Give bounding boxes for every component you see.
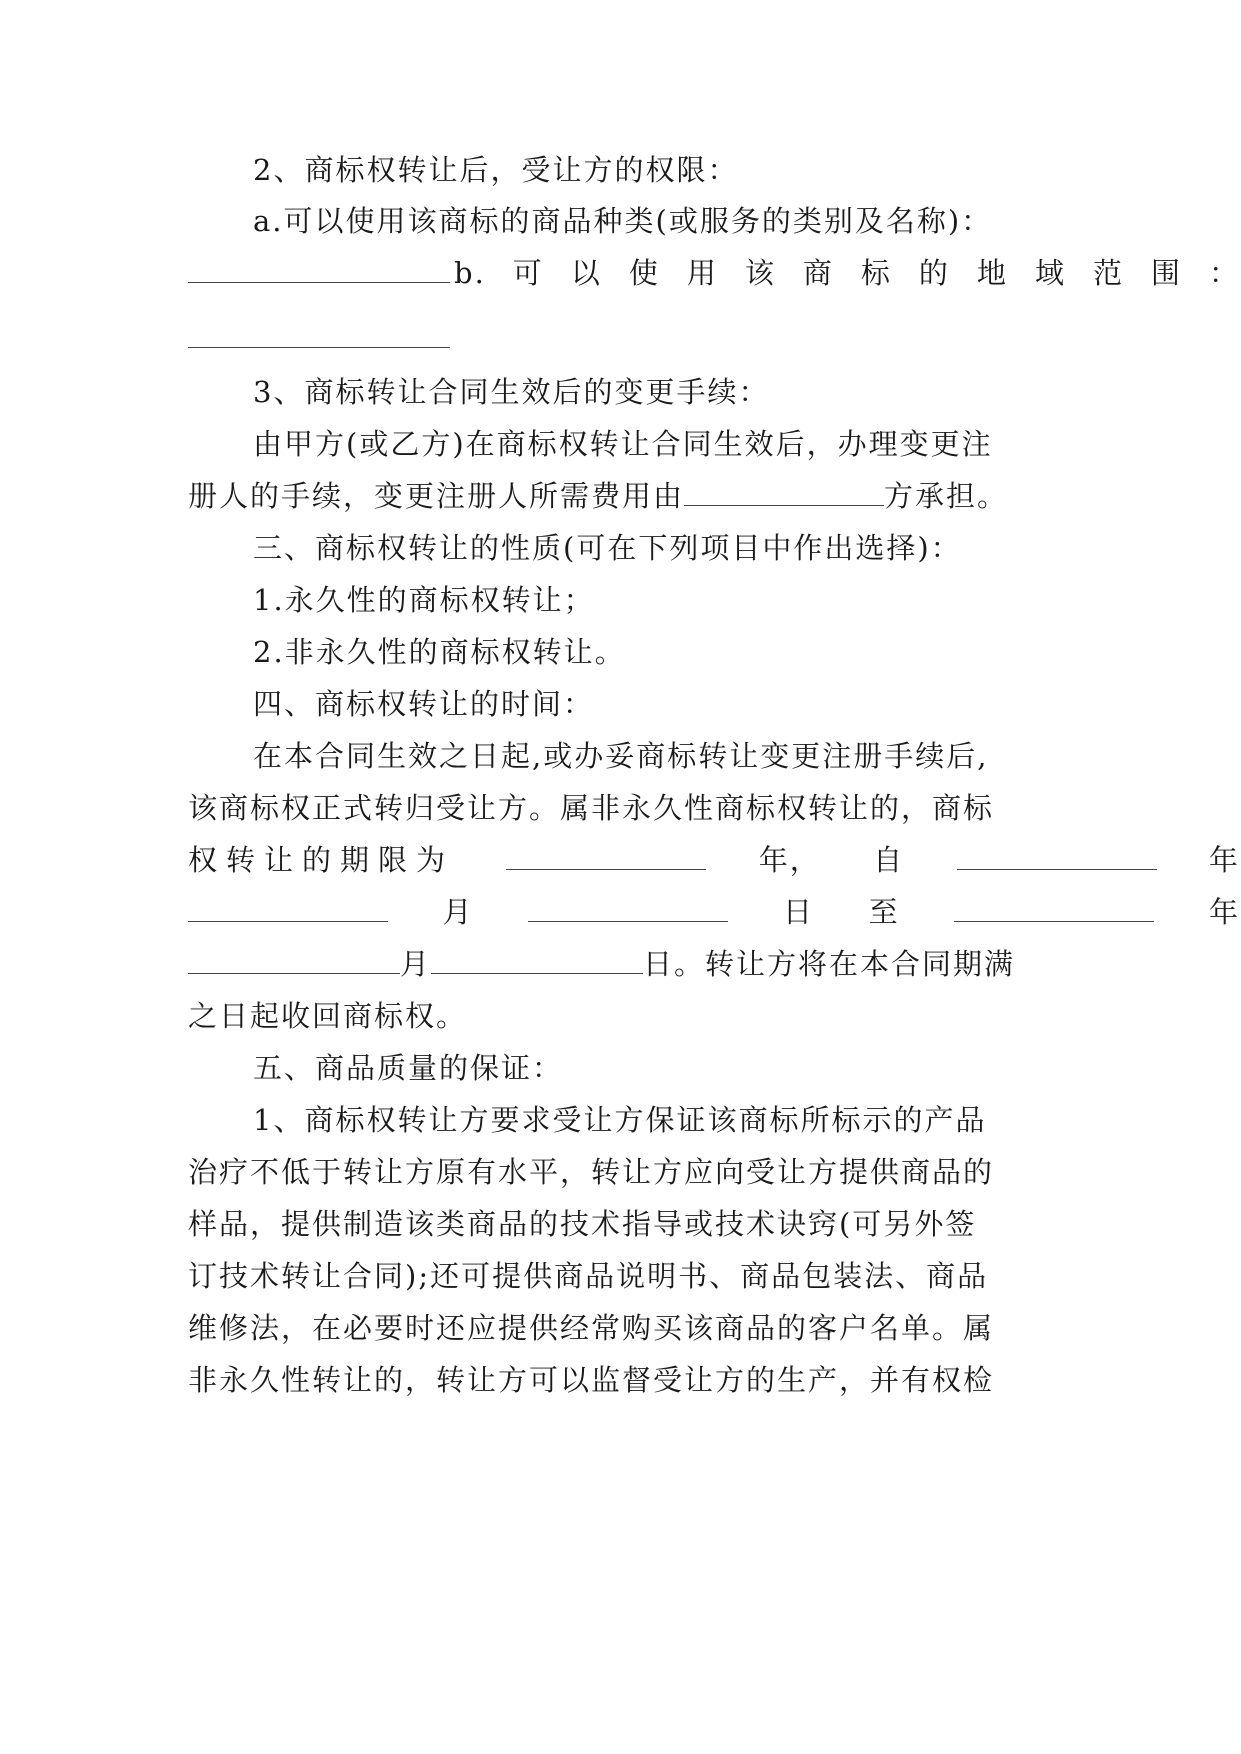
term-to: 至 bbox=[868, 895, 900, 929]
territory-char: 地 bbox=[976, 256, 1008, 290]
paragraph-change-procedure: 3、商标转让合同生效后的变更手续： bbox=[253, 375, 770, 409]
term-day: 日 bbox=[782, 895, 814, 929]
heading-quality: 五、商品质量的保证： bbox=[253, 1051, 564, 1085]
term-text: 权转让的期限为 bbox=[188, 843, 455, 877]
paragraph-fee bbox=[188, 476, 1008, 516]
territory-char: 该 bbox=[744, 256, 776, 290]
paragraph-quality-3: 样品，提供制造该类商品的技术指导或技术诀窍(可另外签 bbox=[188, 1207, 977, 1241]
heading-time: 四、商标权转让的时间： bbox=[253, 687, 595, 721]
paragraph-time-2: 该商标权正式转归受让方。属非永久性商标权转让的，商标 bbox=[188, 791, 995, 825]
blank-field[interactable] bbox=[188, 947, 400, 974]
blank-field[interactable] bbox=[684, 479, 884, 506]
blank-field[interactable] bbox=[954, 895, 1154, 922]
paragraph-quality-6: 非永久性转让的，转让方可以监督受让方的生产，并有权检 bbox=[188, 1363, 995, 1397]
term-month: 月 bbox=[442, 895, 474, 929]
fee-text-end: 方承担。 bbox=[884, 479, 1009, 513]
blank-field[interactable] bbox=[188, 256, 450, 283]
heading-nature: 三、商标权转让的性质(可在下列项目中作出选择)： bbox=[253, 531, 962, 565]
territory-char: 以 bbox=[570, 256, 602, 290]
territory-char: ： bbox=[1208, 256, 1240, 290]
paragraph-term-2 bbox=[188, 892, 1240, 932]
territory-char: 围 bbox=[1150, 256, 1182, 290]
paragraph-territory bbox=[188, 253, 1240, 293]
blank-field[interactable] bbox=[506, 843, 706, 870]
territory-char: 可 bbox=[512, 256, 544, 290]
paragraph-rights-heading: 2、商标权转让后，受让方的权限： bbox=[253, 153, 739, 187]
paragraph-term-4: 之日起收回商标权。 bbox=[188, 999, 468, 1033]
paragraph-term-1 bbox=[188, 840, 1240, 880]
blank-line-territory[interactable] bbox=[188, 318, 450, 358]
territory-char: 商 bbox=[802, 256, 834, 290]
fee-text: 册人的手续，变更注册人所需费用由 bbox=[188, 479, 685, 513]
paragraph-quality-2: 治疗不低于转让方原有水平，转让方应向受让方提供商品的 bbox=[188, 1155, 995, 1189]
territory-label bbox=[454, 253, 1240, 293]
option-non-permanent: 2.非永久性的商标权转让。 bbox=[253, 635, 626, 669]
blank-field[interactable] bbox=[957, 843, 1157, 870]
paragraph-quality-4: 订技术转让合同);还可提供商品说明书、商品包装法、商品 bbox=[188, 1259, 989, 1293]
paragraph-time-1: 在本合同生效之日起,或办妥商标转让变更注册手续后, bbox=[253, 739, 989, 773]
paragraph-goods-category: a.可以使用该商标的商品种类(或服务的类别及名称)： bbox=[253, 204, 993, 238]
territory-char: 范 bbox=[1092, 256, 1124, 290]
blank-field[interactable] bbox=[431, 947, 643, 974]
territory-char: b. bbox=[454, 256, 486, 290]
paragraph-change-body: 由甲方(或乙方)在商标权转让合同生效后，办理变更注 bbox=[253, 427, 993, 461]
blank-field[interactable] bbox=[528, 895, 728, 922]
territory-char: 的 bbox=[918, 256, 950, 290]
blank-field[interactable] bbox=[188, 321, 450, 348]
term-year-2: 年 bbox=[1208, 843, 1240, 877]
territory-char: 域 bbox=[1034, 256, 1066, 290]
option-permanent: 1.永久性的商标权转让； bbox=[253, 583, 595, 617]
blank-field[interactable] bbox=[188, 895, 388, 922]
term-year-3: 年 bbox=[1208, 895, 1240, 929]
term-year: 年， bbox=[758, 843, 821, 877]
territory-char: 使 bbox=[628, 256, 660, 290]
term-month-2: 月 bbox=[400, 947, 432, 981]
territory-char: 标 bbox=[860, 256, 892, 290]
paragraph-term-3 bbox=[188, 944, 1015, 984]
term-from: 自 bbox=[873, 843, 905, 877]
paragraph-quality-1: 1、商标权转让方要求受让方保证该商标所标示的产品 bbox=[253, 1103, 987, 1137]
territory-char: 用 bbox=[686, 256, 718, 290]
term-day-2: 日。转让方将在本合同期满 bbox=[643, 947, 1016, 981]
paragraph-quality-5: 维修法，在必要时还应提供经常购买该商品的客户名单。属 bbox=[188, 1311, 995, 1345]
